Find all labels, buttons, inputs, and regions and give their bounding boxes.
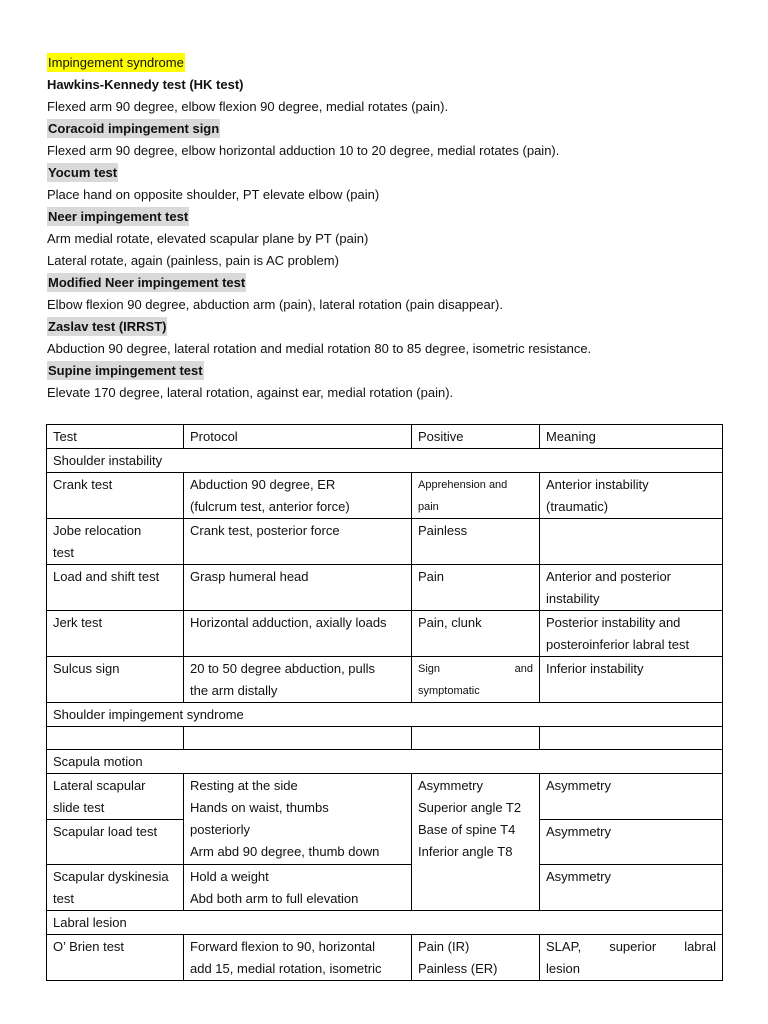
test-description: Abduction 90 degree, lateral rotation and medial rotation 80 to 85 degree, isometric resistance.: [47, 341, 592, 356]
table-section-row: [47, 911, 723, 935]
positive-cell: Asymmetry Superior angle T2 Base of spine T4 Inferior angle T8: [412, 774, 540, 911]
test-name: Supine impingement test: [48, 363, 203, 378]
table-section-row: [47, 703, 723, 727]
test-description: Place hand on opposite shoulder, PT elevate elbow (pain): [47, 187, 380, 202]
test-name: Coracoid impingement sign: [48, 121, 220, 136]
special-tests-table: [46, 424, 723, 981]
protocol-cell: Horizontal adduction, axially loads: [184, 611, 412, 657]
protocol-cell: Abduction 90 degree, ER (fulcrum test, anterior force): [184, 473, 412, 519]
table-header-row: [47, 425, 723, 449]
impingement-notes: [47, 52, 737, 404]
test-name: Hawkins-Kennedy test (HK test): [47, 77, 244, 92]
table-section-row: [47, 750, 723, 774]
meaning-cell: Anterior and posterior instability: [540, 565, 723, 611]
table-row: [47, 865, 723, 911]
meaning-cell: Asymmetry: [540, 865, 723, 911]
meaning-cell: Anterior instability (traumatic): [540, 473, 723, 519]
test-name: Modified Neer impingement test: [48, 275, 246, 290]
test-cell: Sulcus sign: [47, 657, 184, 703]
protocol-cell: Hold a weight Abd both arm to full elevation: [184, 865, 412, 911]
table-row: [47, 519, 723, 565]
table-row: [47, 657, 723, 703]
table-row: [47, 473, 723, 519]
test-cell: Scapular load test: [47, 820, 184, 865]
protocol-cell: Resting at the side Hands on waist, thumbs posteriorly Arm abd 90 degree, thumb down: [184, 774, 412, 865]
column-header: Positive: [412, 425, 540, 449]
table-section-row: [47, 449, 723, 473]
meaning-cell: Asymmetry: [540, 774, 723, 820]
protocol-cell: Forward flexion to 90, horizontal add 15, medial rotation, isometric: [184, 935, 412, 981]
meaning-cell: [540, 519, 723, 565]
protocol-cell: Grasp humeral head: [184, 565, 412, 611]
test-cell: Lateral scapular slide test: [47, 774, 184, 820]
positive-cell: Painless: [412, 519, 540, 565]
positive-cell: Pain, clunk: [412, 611, 540, 657]
protocol-cell: Crank test, posterior force: [184, 519, 412, 565]
table-row: [47, 774, 723, 820]
section-title: Impingement syndrome: [48, 55, 184, 70]
meaning-cell: Inferior instability: [540, 657, 723, 703]
column-header: Meaning: [540, 425, 723, 449]
test-cell: Load and shift test: [47, 565, 184, 611]
test-description: Flexed arm 90 degree, elbow flexion 90 degree, medial rotates (pain).: [47, 99, 449, 114]
section-label: Shoulder instability: [47, 449, 723, 473]
section-label: Labral lesion: [47, 911, 723, 935]
column-header: Test: [47, 425, 184, 449]
positive-cell: Pain: [412, 565, 540, 611]
test-cell: Jerk test: [47, 611, 184, 657]
test-description: Lateral rotate, again (painless, pain is AC problem): [47, 253, 339, 268]
test-description: Arm medial rotate, elevated scapular plane by PT (pain): [47, 231, 369, 246]
section-label: Shoulder impingement syndrome: [47, 703, 723, 727]
table-row: [47, 565, 723, 611]
test-cell: Crank test: [47, 473, 184, 519]
test-cell: Jobe relocation test: [47, 519, 184, 565]
table-empty-row: [47, 727, 723, 750]
test-description: Flexed arm 90 degree, elbow horizontal adduction 10 to 20 degree, medial rotates (pain).: [47, 143, 560, 158]
meaning-cell: SLAP, superior labral lesion: [540, 935, 723, 981]
positive-cell: Apprehension and pain: [412, 473, 540, 519]
table-row: [47, 611, 723, 657]
test-description: Elevate 170 degree, lateral rotation, against ear, medial rotation (pain).: [47, 385, 454, 400]
test-name: Neer impingement test: [48, 209, 189, 224]
test-description: Elbow flexion 90 degree, abduction arm (pain), lateral rotation (pain disappear).: [47, 297, 503, 312]
meaning-cell: Posterior instability and posteroinferior labral test: [540, 611, 723, 657]
test-cell: O’ Brien test: [47, 935, 184, 981]
test-name: Zaslav test (IRRST): [48, 319, 167, 334]
column-header: Protocol: [184, 425, 412, 449]
protocol-cell: 20 to 50 degree abduction, pulls the arm distally: [184, 657, 412, 703]
positive-cell: Sign and symptomatic: [412, 657, 540, 703]
test-name: Yocum test: [48, 165, 118, 180]
table-row: [47, 935, 723, 981]
meaning-cell: Asymmetry: [540, 820, 723, 865]
positive-cell: Pain (IR) Painless (ER): [412, 935, 540, 981]
section-label: Scapula motion: [47, 750, 723, 774]
test-cell: Scapular dyskinesia test: [47, 865, 184, 911]
